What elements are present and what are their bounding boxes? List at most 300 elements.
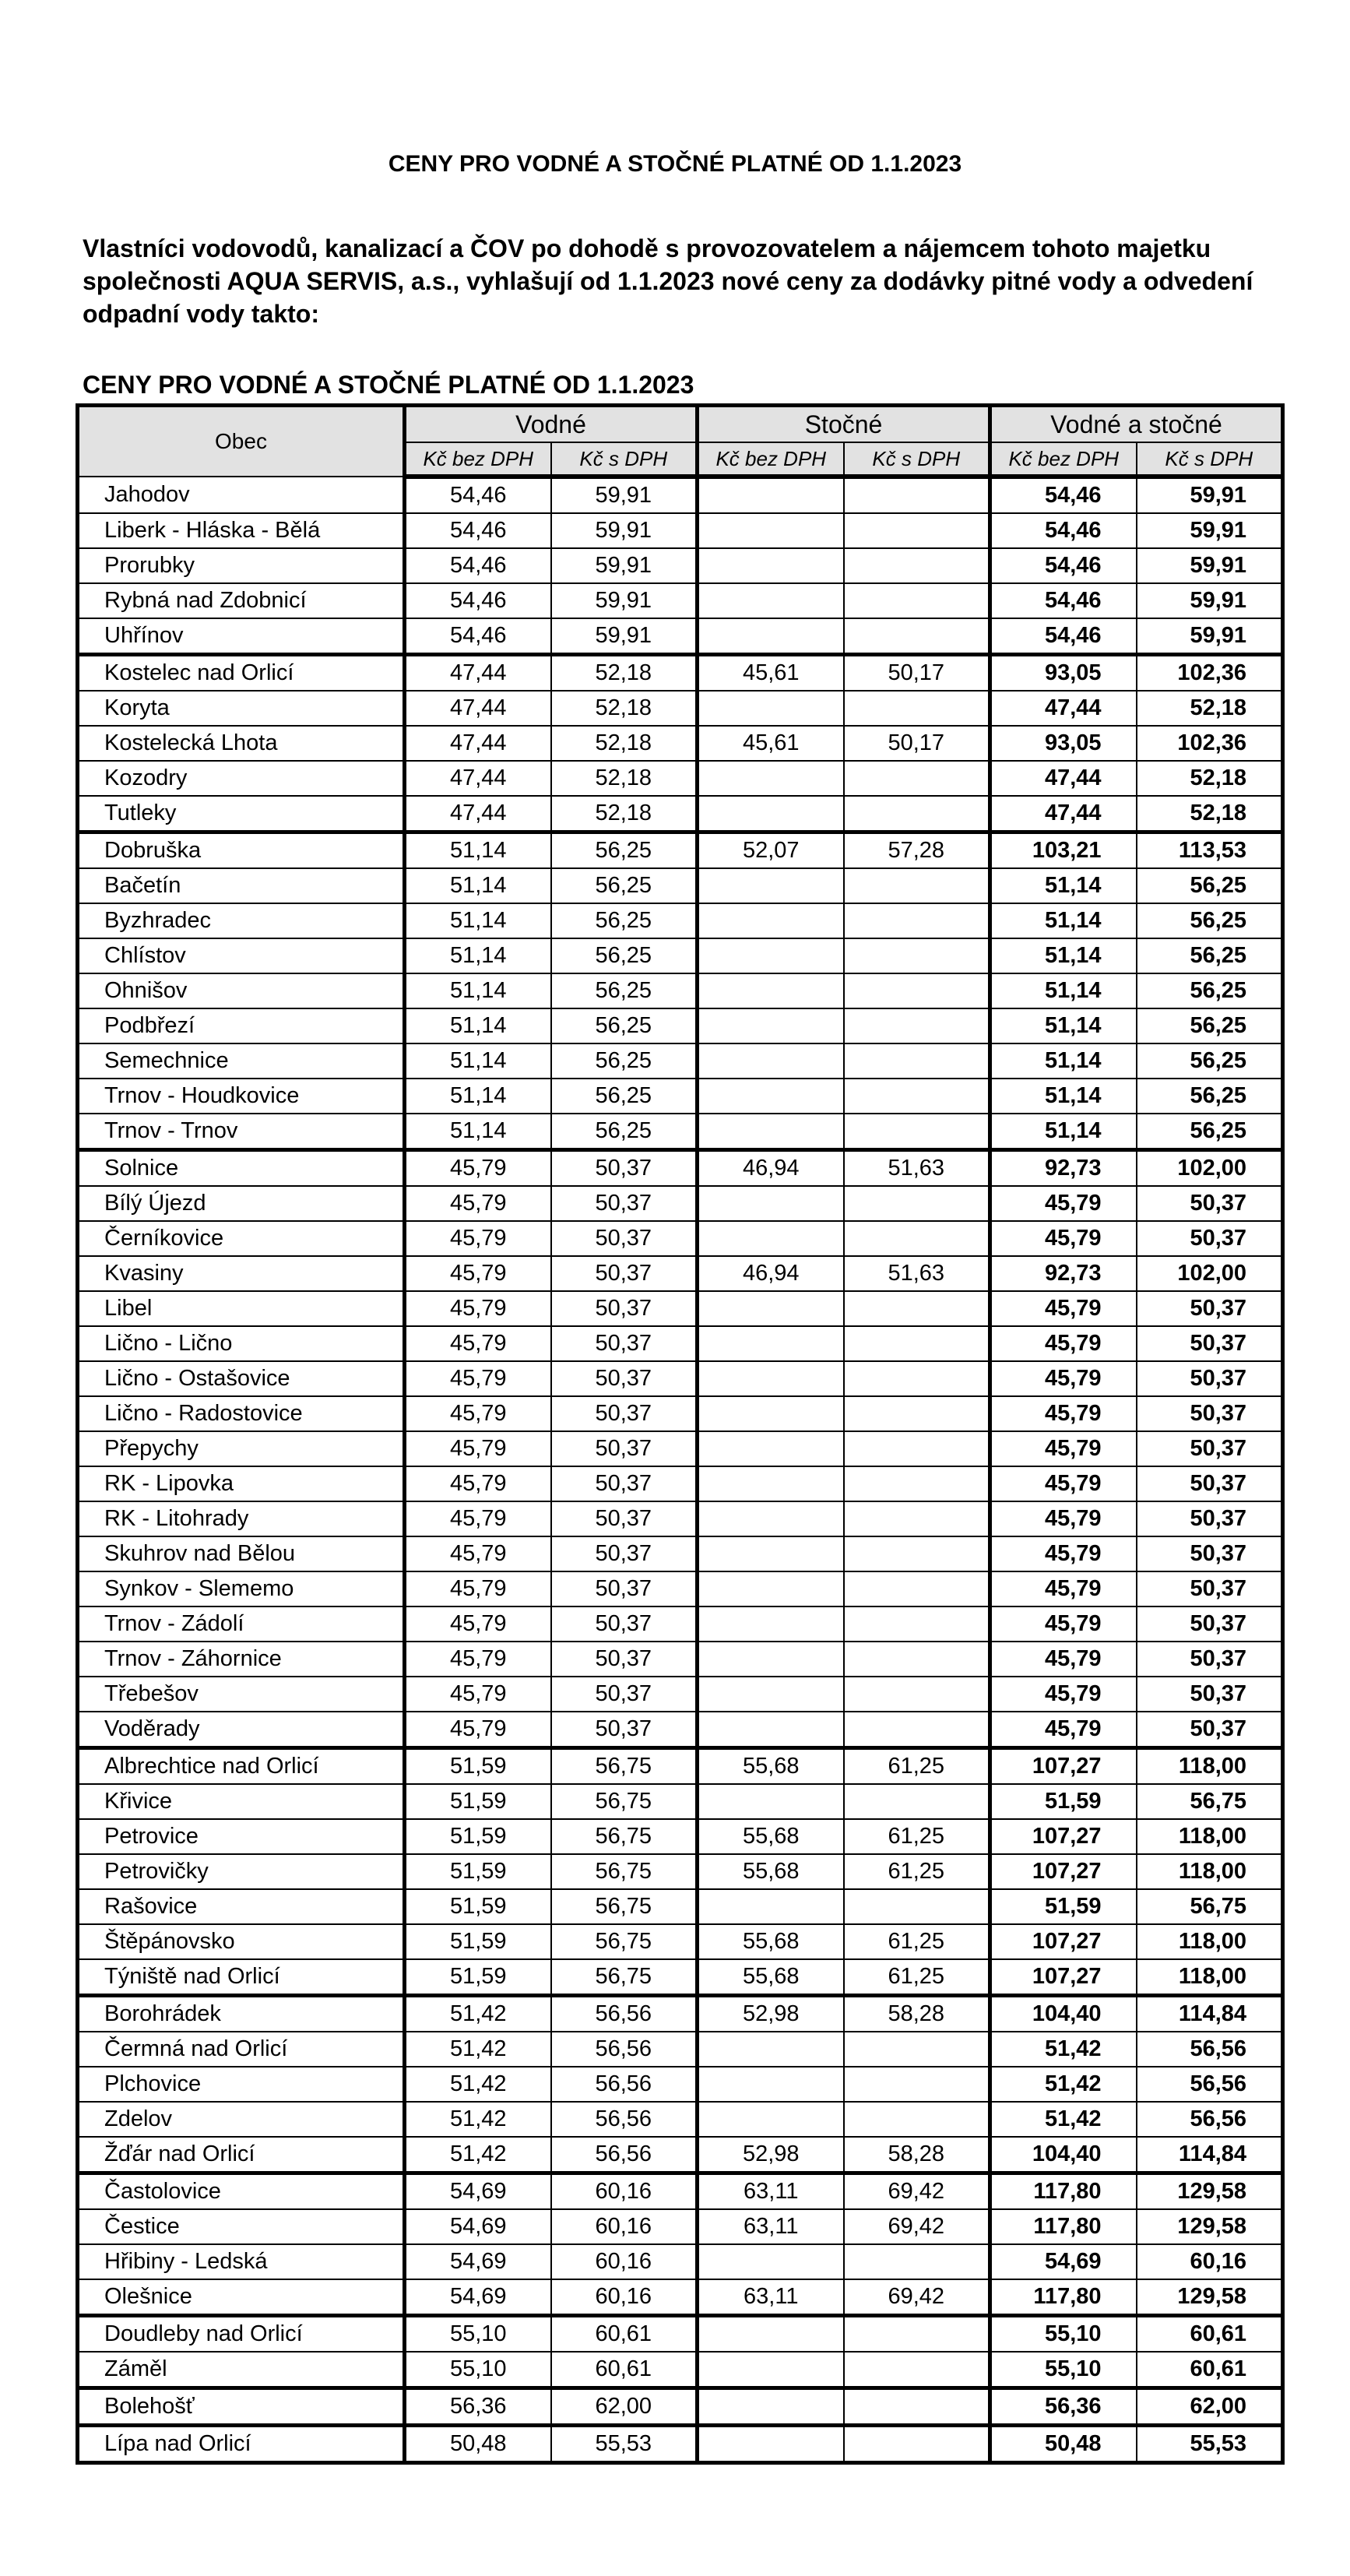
- cell-vodne-bez-dph: 51,14: [405, 1008, 551, 1043]
- cell-total-bez-dph: 103,21: [990, 832, 1137, 869]
- cell-obec: Kozodry: [78, 761, 405, 796]
- cell-stocne-bez-dph: [698, 903, 844, 938]
- header-stocne-s-dph: Kč s DPH: [844, 442, 990, 477]
- header-group-stocne: Stočné: [698, 406, 990, 443]
- cell-total-s-dph: 56,25: [1137, 1043, 1283, 1079]
- cell-obec: Hřibiny - Ledská: [78, 2244, 405, 2279]
- cell-stocne-s-dph: [844, 513, 990, 548]
- cell-vodne-s-dph: 56,75: [551, 1854, 698, 1889]
- cell-obec: Synkov - Slememo: [78, 1571, 405, 1606]
- cell-obec: Voděrady: [78, 1712, 405, 1748]
- cell-vodne-s-dph: 56,56: [551, 2137, 698, 2173]
- cell-total-s-dph: 118,00: [1137, 1959, 1283, 1996]
- cell-stocne-s-dph: [844, 1712, 990, 1748]
- table-row: [78, 1677, 1283, 1712]
- cell-stocne-bez-dph: [698, 2316, 844, 2353]
- cell-obec: Bolehošť: [78, 2388, 405, 2426]
- cell-total-bez-dph: 45,79: [990, 1291, 1137, 1326]
- cell-stocne-bez-dph: 52,98: [698, 1996, 844, 2032]
- table-row: [78, 2279, 1283, 2316]
- cell-total-bez-dph: 54,46: [990, 477, 1137, 513]
- cell-total-s-dph: 59,91: [1137, 477, 1283, 513]
- cell-obec: Byzhradec: [78, 903, 405, 938]
- cell-stocne-s-dph: [844, 1571, 990, 1606]
- cell-vodne-bez-dph: 45,79: [405, 1326, 551, 1361]
- cell-obec: Rybná nad Zdobnicí: [78, 583, 405, 618]
- cell-total-bez-dph: 45,79: [990, 1606, 1137, 1642]
- cell-vodne-s-dph: 50,37: [551, 1431, 698, 1466]
- cell-stocne-bez-dph: 63,11: [698, 2279, 844, 2316]
- cell-obec: Trnov - Záhornice: [78, 1642, 405, 1677]
- table-row: [78, 2426, 1283, 2463]
- cell-stocne-s-dph: 61,25: [844, 1748, 990, 1785]
- cell-stocne-bez-dph: [698, 868, 844, 903]
- cell-stocne-bez-dph: [698, 1431, 844, 1466]
- cell-stocne-s-dph: [844, 1606, 990, 1642]
- cell-vodne-bez-dph: 51,42: [405, 2067, 551, 2102]
- table-row: [78, 761, 1283, 796]
- cell-stocne-bez-dph: 55,68: [698, 1819, 844, 1854]
- cell-vodne-s-dph: 50,37: [551, 1291, 698, 1326]
- cell-stocne-bez-dph: [698, 761, 844, 796]
- cell-total-s-dph: 50,37: [1137, 1677, 1283, 1712]
- cell-stocne-bez-dph: [698, 1784, 844, 1819]
- cell-obec: Kostelecká Lhota: [78, 726, 405, 761]
- cell-stocne-s-dph: [844, 2352, 990, 2388]
- cell-stocne-bez-dph: [698, 2067, 844, 2102]
- cell-vodne-bez-dph: 51,14: [405, 868, 551, 903]
- cell-total-bez-dph: 51,14: [990, 1043, 1137, 1079]
- cell-total-bez-dph: 51,14: [990, 868, 1137, 903]
- cell-stocne-s-dph: [844, 973, 990, 1008]
- table-row: [78, 973, 1283, 1008]
- cell-total-s-dph: 52,18: [1137, 691, 1283, 726]
- cell-total-s-dph: 56,25: [1137, 1079, 1283, 1114]
- cell-stocne-s-dph: 58,28: [844, 2137, 990, 2173]
- table-row: [78, 1501, 1283, 1536]
- cell-vodne-bez-dph: 54,46: [405, 583, 551, 618]
- cell-vodne-s-dph: 56,56: [551, 1996, 698, 2032]
- cell-obec: Albrechtice nad Orlicí: [78, 1748, 405, 1785]
- cell-stocne-bez-dph: [698, 796, 844, 832]
- cell-total-bez-dph: 92,73: [990, 1256, 1137, 1291]
- cell-total-s-dph: 50,37: [1137, 1712, 1283, 1748]
- cell-obec: Štěpánovsko: [78, 1924, 405, 1959]
- cell-vodne-bez-dph: 51,14: [405, 938, 551, 973]
- cell-vodne-s-dph: 50,37: [551, 1606, 698, 1642]
- cell-stocne-s-dph: [844, 1396, 990, 1431]
- cell-vodne-bez-dph: 45,79: [405, 1466, 551, 1501]
- cell-stocne-bez-dph: [698, 1291, 844, 1326]
- cell-stocne-bez-dph: 46,94: [698, 1150, 844, 1187]
- cell-vodne-s-dph: 52,18: [551, 761, 698, 796]
- cell-stocne-bez-dph: [698, 1501, 844, 1536]
- cell-stocne-bez-dph: [698, 1361, 844, 1396]
- cell-stocne-bez-dph: [698, 2032, 844, 2067]
- cell-total-bez-dph: 45,79: [990, 1536, 1137, 1571]
- cell-total-bez-dph: 50,48: [990, 2426, 1137, 2463]
- cell-vodne-s-dph: 50,37: [551, 1186, 698, 1221]
- cell-total-bez-dph: 45,79: [990, 1466, 1137, 1501]
- cell-stocne-s-dph: [844, 2032, 990, 2067]
- table-row: [78, 1326, 1283, 1361]
- cell-vodne-bez-dph: 47,44: [405, 655, 551, 692]
- cell-vodne-bez-dph: 54,69: [405, 2279, 551, 2316]
- cell-total-bez-dph: 107,27: [990, 1819, 1137, 1854]
- cell-total-s-dph: 59,91: [1137, 513, 1283, 548]
- cell-vodne-s-dph: 50,37: [551, 1221, 698, 1256]
- table-row: [78, 2388, 1283, 2426]
- cell-total-bez-dph: 51,42: [990, 2067, 1137, 2102]
- cell-stocne-s-dph: [844, 1501, 990, 1536]
- cell-stocne-bez-dph: 55,68: [698, 1854, 844, 1889]
- cell-stocne-s-dph: 57,28: [844, 832, 990, 869]
- cell-stocne-bez-dph: [698, 1221, 844, 1256]
- table-row: [78, 1712, 1283, 1748]
- table-row: [78, 1819, 1283, 1854]
- cell-obec: Podbřezí: [78, 1008, 405, 1043]
- cell-obec: Křivice: [78, 1784, 405, 1819]
- cell-total-bez-dph: 92,73: [990, 1150, 1137, 1187]
- cell-total-bez-dph: 47,44: [990, 761, 1137, 796]
- header-group-vodne: Vodné: [405, 406, 698, 443]
- cell-obec: Ohnišov: [78, 973, 405, 1008]
- cell-vodne-bez-dph: 51,42: [405, 2137, 551, 2173]
- cell-total-bez-dph: 51,14: [990, 1079, 1137, 1114]
- cell-stocne-bez-dph: [698, 2352, 844, 2388]
- cell-total-bez-dph: 45,79: [990, 1501, 1137, 1536]
- price-table: [76, 403, 1285, 2465]
- cell-total-bez-dph: 51,59: [990, 1784, 1137, 1819]
- cell-obec: Rašovice: [78, 1889, 405, 1924]
- cell-stocne-s-dph: [844, 1043, 990, 1079]
- cell-vodne-bez-dph: 45,79: [405, 1186, 551, 1221]
- cell-total-s-dph: 60,61: [1137, 2352, 1283, 2388]
- cell-total-s-dph: 113,53: [1137, 832, 1283, 869]
- cell-total-bez-dph: 107,27: [990, 1959, 1137, 1996]
- cell-total-s-dph: 56,25: [1137, 938, 1283, 973]
- table-row: [78, 1784, 1283, 1819]
- cell-total-bez-dph: 45,79: [990, 1431, 1137, 1466]
- cell-stocne-bez-dph: [698, 513, 844, 548]
- cell-vodne-s-dph: 56,25: [551, 1043, 698, 1079]
- cell-vodne-bez-dph: 54,46: [405, 513, 551, 548]
- table-row: [78, 477, 1283, 513]
- cell-vodne-s-dph: 52,18: [551, 655, 698, 692]
- cell-total-s-dph: 56,75: [1137, 1889, 1283, 1924]
- cell-vodne-bez-dph: 51,14: [405, 832, 551, 869]
- cell-obec: Solnice: [78, 1150, 405, 1187]
- cell-obec: Semechnice: [78, 1043, 405, 1079]
- cell-vodne-bez-dph: 45,79: [405, 1571, 551, 1606]
- cell-obec: Zdelov: [78, 2102, 405, 2137]
- cell-total-bez-dph: 117,80: [990, 2279, 1137, 2316]
- cell-stocne-bez-dph: [698, 2388, 844, 2426]
- cell-obec: Přepychy: [78, 1431, 405, 1466]
- cell-vodne-s-dph: 50,37: [551, 1677, 698, 1712]
- cell-obec: Kvasiny: [78, 1256, 405, 1291]
- cell-vodne-s-dph: 50,37: [551, 1326, 698, 1361]
- cell-vodne-bez-dph: 54,46: [405, 548, 551, 583]
- cell-stocne-s-dph: 69,42: [844, 2173, 990, 2210]
- table-row: [78, 832, 1283, 869]
- cell-total-bez-dph: 45,79: [990, 1642, 1137, 1677]
- cell-total-s-dph: 59,91: [1137, 583, 1283, 618]
- cell-vodne-s-dph: 56,25: [551, 1079, 698, 1114]
- cell-vodne-s-dph: 50,37: [551, 1501, 698, 1536]
- cell-vodne-bez-dph: 51,14: [405, 973, 551, 1008]
- cell-vodne-s-dph: 50,37: [551, 1361, 698, 1396]
- cell-vodne-s-dph: 56,75: [551, 1748, 698, 1785]
- cell-stocne-s-dph: 61,25: [844, 1959, 990, 1996]
- cell-obec: Plchovice: [78, 2067, 405, 2102]
- cell-stocne-s-dph: [844, 583, 990, 618]
- cell-total-bez-dph: 51,59: [990, 1889, 1137, 1924]
- table-row: [78, 1043, 1283, 1079]
- cell-vodne-bez-dph: 45,79: [405, 1677, 551, 1712]
- cell-vodne-s-dph: 60,61: [551, 2352, 698, 2388]
- cell-total-s-dph: 52,18: [1137, 761, 1283, 796]
- cell-total-bez-dph: 45,79: [990, 1677, 1137, 1712]
- cell-total-bez-dph: 54,69: [990, 2244, 1137, 2279]
- cell-stocne-s-dph: [844, 1079, 990, 1114]
- cell-stocne-bez-dph: [698, 691, 844, 726]
- cell-total-s-dph: 114,84: [1137, 2137, 1283, 2173]
- table-row: [78, 796, 1283, 832]
- cell-stocne-bez-dph: [698, 938, 844, 973]
- cell-total-s-dph: 55,53: [1137, 2426, 1283, 2463]
- cell-obec: Žďár nad Orlicí: [78, 2137, 405, 2173]
- table-row: [78, 1431, 1283, 1466]
- cell-obec: Trnov - Houdkovice: [78, 1079, 405, 1114]
- cell-total-s-dph: 102,36: [1137, 726, 1283, 761]
- cell-total-s-dph: 50,37: [1137, 1571, 1283, 1606]
- cell-total-s-dph: 60,61: [1137, 2316, 1283, 2353]
- table-row: [78, 1996, 1283, 2032]
- table-row: [78, 2067, 1283, 2102]
- cell-vodne-bez-dph: 51,42: [405, 2102, 551, 2137]
- cell-total-s-dph: 50,37: [1137, 1606, 1283, 1642]
- cell-total-bez-dph: 54,46: [990, 583, 1137, 618]
- table-row: [78, 1642, 1283, 1677]
- cell-obec: Doudleby nad Orlicí: [78, 2316, 405, 2353]
- cell-total-s-dph: 56,25: [1137, 973, 1283, 1008]
- cell-stocne-s-dph: [844, 761, 990, 796]
- cell-vodne-bez-dph: 54,46: [405, 618, 551, 655]
- cell-stocne-bez-dph: 46,94: [698, 1256, 844, 1291]
- cell-vodne-s-dph: 56,25: [551, 903, 698, 938]
- cell-obec: RK - Lipovka: [78, 1466, 405, 1501]
- cell-total-bez-dph: 54,46: [990, 513, 1137, 548]
- cell-stocne-bez-dph: [698, 1889, 844, 1924]
- cell-vodne-s-dph: 60,16: [551, 2173, 698, 2210]
- cell-total-s-dph: 56,56: [1137, 2067, 1283, 2102]
- intro-paragraph: Vlastníci vodovodů, kanalizací a ČOV po dohodě s provozovatelem a nájemcem tohoto majetku společnosti AQUA SERVIS, a.s., vyhlašují od 1.1.2023 nové ceny za dodávky pitné vody a odvedení odpadní vody takto:: [83, 234, 1253, 328]
- table-row: [78, 2209, 1283, 2244]
- cell-vodne-s-dph: 60,16: [551, 2244, 698, 2279]
- table-row: [78, 868, 1283, 903]
- cell-stocne-s-dph: 51,63: [844, 1150, 990, 1187]
- cell-total-bez-dph: 117,80: [990, 2209, 1137, 2244]
- cell-vodne-s-dph: 50,37: [551, 1536, 698, 1571]
- document-title: CENY PRO VODNÉ A STOČNÉ PLATNÉ OD 1.1.2023: [388, 151, 962, 177]
- cell-stocne-bez-dph: [698, 1079, 844, 1114]
- cell-stocne-s-dph: 50,17: [844, 655, 990, 692]
- cell-stocne-s-dph: [844, 2067, 990, 2102]
- cell-stocne-s-dph: [844, 1466, 990, 1501]
- cell-obec: Skuhrov nad Bělou: [78, 1536, 405, 1571]
- cell-stocne-bez-dph: [698, 1712, 844, 1748]
- cell-stocne-bez-dph: [698, 1466, 844, 1501]
- table-row: [78, 1008, 1283, 1043]
- table-row: [78, 2032, 1283, 2067]
- cell-total-s-dph: 50,37: [1137, 1186, 1283, 1221]
- cell-stocne-s-dph: [844, 477, 990, 513]
- table-row: [78, 1854, 1283, 1889]
- cell-stocne-bez-dph: [698, 1677, 844, 1712]
- table-title: CENY PRO VODNÉ A STOČNÉ PLATNÉ OD 1.1.2023: [83, 371, 694, 399]
- table-row: [78, 1396, 1283, 1431]
- cell-total-bez-dph: 45,79: [990, 1221, 1137, 1256]
- cell-vodne-s-dph: 56,75: [551, 1924, 698, 1959]
- cell-total-s-dph: 118,00: [1137, 1748, 1283, 1785]
- cell-stocne-s-dph: [844, 1291, 990, 1326]
- cell-vodne-s-dph: 56,75: [551, 1784, 698, 1819]
- cell-obec: Liberk - Hláska - Bělá: [78, 513, 405, 548]
- cell-total-bez-dph: 107,27: [990, 1748, 1137, 1785]
- cell-vodne-bez-dph: 54,69: [405, 2209, 551, 2244]
- cell-total-s-dph: 50,37: [1137, 1221, 1283, 1256]
- cell-stocne-s-dph: [844, 2388, 990, 2426]
- cell-vodne-s-dph: 50,37: [551, 1396, 698, 1431]
- cell-stocne-s-dph: [844, 1326, 990, 1361]
- cell-total-s-dph: 50,37: [1137, 1326, 1283, 1361]
- table-row: [78, 2316, 1283, 2353]
- cell-total-s-dph: 62,00: [1137, 2388, 1283, 2426]
- cell-stocne-bez-dph: 55,68: [698, 1748, 844, 1785]
- cell-vodne-s-dph: 60,16: [551, 2209, 698, 2244]
- cell-vodne-s-dph: 50,37: [551, 1712, 698, 1748]
- cell-vodne-bez-dph: 51,42: [405, 2032, 551, 2067]
- cell-stocne-bez-dph: [698, 1114, 844, 1150]
- cell-total-s-dph: 56,25: [1137, 868, 1283, 903]
- cell-total-bez-dph: 51,14: [990, 973, 1137, 1008]
- cell-stocne-s-dph: [844, 1361, 990, 1396]
- cell-obec: Týniště nad Orlicí: [78, 1959, 405, 1996]
- cell-vodne-s-dph: 56,25: [551, 1008, 698, 1043]
- cell-stocne-s-dph: [844, 1536, 990, 1571]
- cell-stocne-bez-dph: 55,68: [698, 1959, 844, 1996]
- cell-stocne-s-dph: 51,63: [844, 1256, 990, 1291]
- cell-vodne-bez-dph: 45,79: [405, 1291, 551, 1326]
- table-row: [78, 548, 1283, 583]
- table-header: [78, 406, 1283, 477]
- cell-vodne-bez-dph: 50,48: [405, 2426, 551, 2463]
- table-row: [78, 618, 1283, 655]
- cell-total-bez-dph: 107,27: [990, 1924, 1137, 1959]
- cell-stocne-bez-dph: [698, 477, 844, 513]
- cell-vodne-s-dph: 59,91: [551, 548, 698, 583]
- cell-total-s-dph: 50,37: [1137, 1642, 1283, 1677]
- cell-stocne-s-dph: [844, 938, 990, 973]
- cell-total-s-dph: 56,56: [1137, 2032, 1283, 2067]
- cell-vodne-s-dph: 59,91: [551, 583, 698, 618]
- cell-vodne-s-dph: 56,56: [551, 2102, 698, 2137]
- cell-vodne-bez-dph: 51,14: [405, 1114, 551, 1150]
- cell-stocne-bez-dph: [698, 618, 844, 655]
- cell-total-bez-dph: 47,44: [990, 796, 1137, 832]
- table-row: [78, 1221, 1283, 1256]
- cell-stocne-s-dph: 61,25: [844, 1819, 990, 1854]
- cell-obec: Petrovičky: [78, 1854, 405, 1889]
- cell-vodne-s-dph: 56,25: [551, 832, 698, 869]
- cell-vodne-bez-dph: 51,14: [405, 1043, 551, 1079]
- cell-stocne-bez-dph: 63,11: [698, 2173, 844, 2210]
- cell-obec: RK - Litohrady: [78, 1501, 405, 1536]
- cell-stocne-s-dph: 69,42: [844, 2279, 990, 2316]
- cell-total-s-dph: 118,00: [1137, 1854, 1283, 1889]
- cell-total-s-dph: 114,84: [1137, 1996, 1283, 2032]
- cell-stocne-s-dph: [844, 1114, 990, 1150]
- cell-vodne-s-dph: 50,37: [551, 1571, 698, 1606]
- cell-total-s-dph: 102,36: [1137, 655, 1283, 692]
- table-row: [78, 1606, 1283, 1642]
- table-row: [78, 1361, 1283, 1396]
- cell-vodne-bez-dph: 47,44: [405, 761, 551, 796]
- cell-stocne-bez-dph: [698, 2102, 844, 2137]
- cell-total-s-dph: 59,91: [1137, 618, 1283, 655]
- cell-vodne-s-dph: 60,16: [551, 2279, 698, 2316]
- header-obec: Obec: [78, 406, 405, 477]
- cell-vodne-bez-dph: 47,44: [405, 726, 551, 761]
- cell-total-bez-dph: 117,80: [990, 2173, 1137, 2210]
- cell-total-s-dph: 60,16: [1137, 2244, 1283, 2279]
- cell-obec: Uhřínov: [78, 618, 405, 655]
- cell-vodne-bez-dph: 45,79: [405, 1431, 551, 1466]
- cell-stocne-s-dph: 58,28: [844, 1996, 990, 2032]
- cell-vodne-bez-dph: 45,79: [405, 1150, 551, 1187]
- cell-obec: Lično - Lično: [78, 1326, 405, 1361]
- cell-obec: Olešnice: [78, 2279, 405, 2316]
- cell-total-bez-dph: 45,79: [990, 1712, 1137, 1748]
- cell-vodne-s-dph: 56,56: [551, 2067, 698, 2102]
- cell-stocne-bez-dph: 52,07: [698, 832, 844, 869]
- cell-stocne-bez-dph: 52,98: [698, 2137, 844, 2173]
- cell-vodne-bez-dph: 51,59: [405, 1854, 551, 1889]
- cell-stocne-bez-dph: 55,68: [698, 1924, 844, 1959]
- cell-total-bez-dph: 51,14: [990, 903, 1137, 938]
- cell-obec: Tutleky: [78, 796, 405, 832]
- cell-vodne-bez-dph: 47,44: [405, 796, 551, 832]
- table-row: [78, 2244, 1283, 2279]
- table-row: [78, 2352, 1283, 2388]
- cell-total-s-dph: 50,37: [1137, 1361, 1283, 1396]
- cell-stocne-bez-dph: 45,61: [698, 726, 844, 761]
- cell-stocne-s-dph: [844, 691, 990, 726]
- table-row: [78, 513, 1283, 548]
- cell-total-s-dph: 118,00: [1137, 1819, 1283, 1854]
- cell-vodne-s-dph: 56,25: [551, 938, 698, 973]
- cell-vodne-bez-dph: 51,14: [405, 1079, 551, 1114]
- cell-total-s-dph: 56,25: [1137, 903, 1283, 938]
- table-row: [78, 2102, 1283, 2137]
- cell-obec: Čermná nad Orlicí: [78, 2032, 405, 2067]
- cell-stocne-s-dph: [844, 903, 990, 938]
- cell-vodne-bez-dph: 55,10: [405, 2352, 551, 2388]
- cell-total-bez-dph: 51,42: [990, 2032, 1137, 2067]
- cell-vodne-bez-dph: 47,44: [405, 691, 551, 726]
- cell-stocne-bez-dph: [698, 548, 844, 583]
